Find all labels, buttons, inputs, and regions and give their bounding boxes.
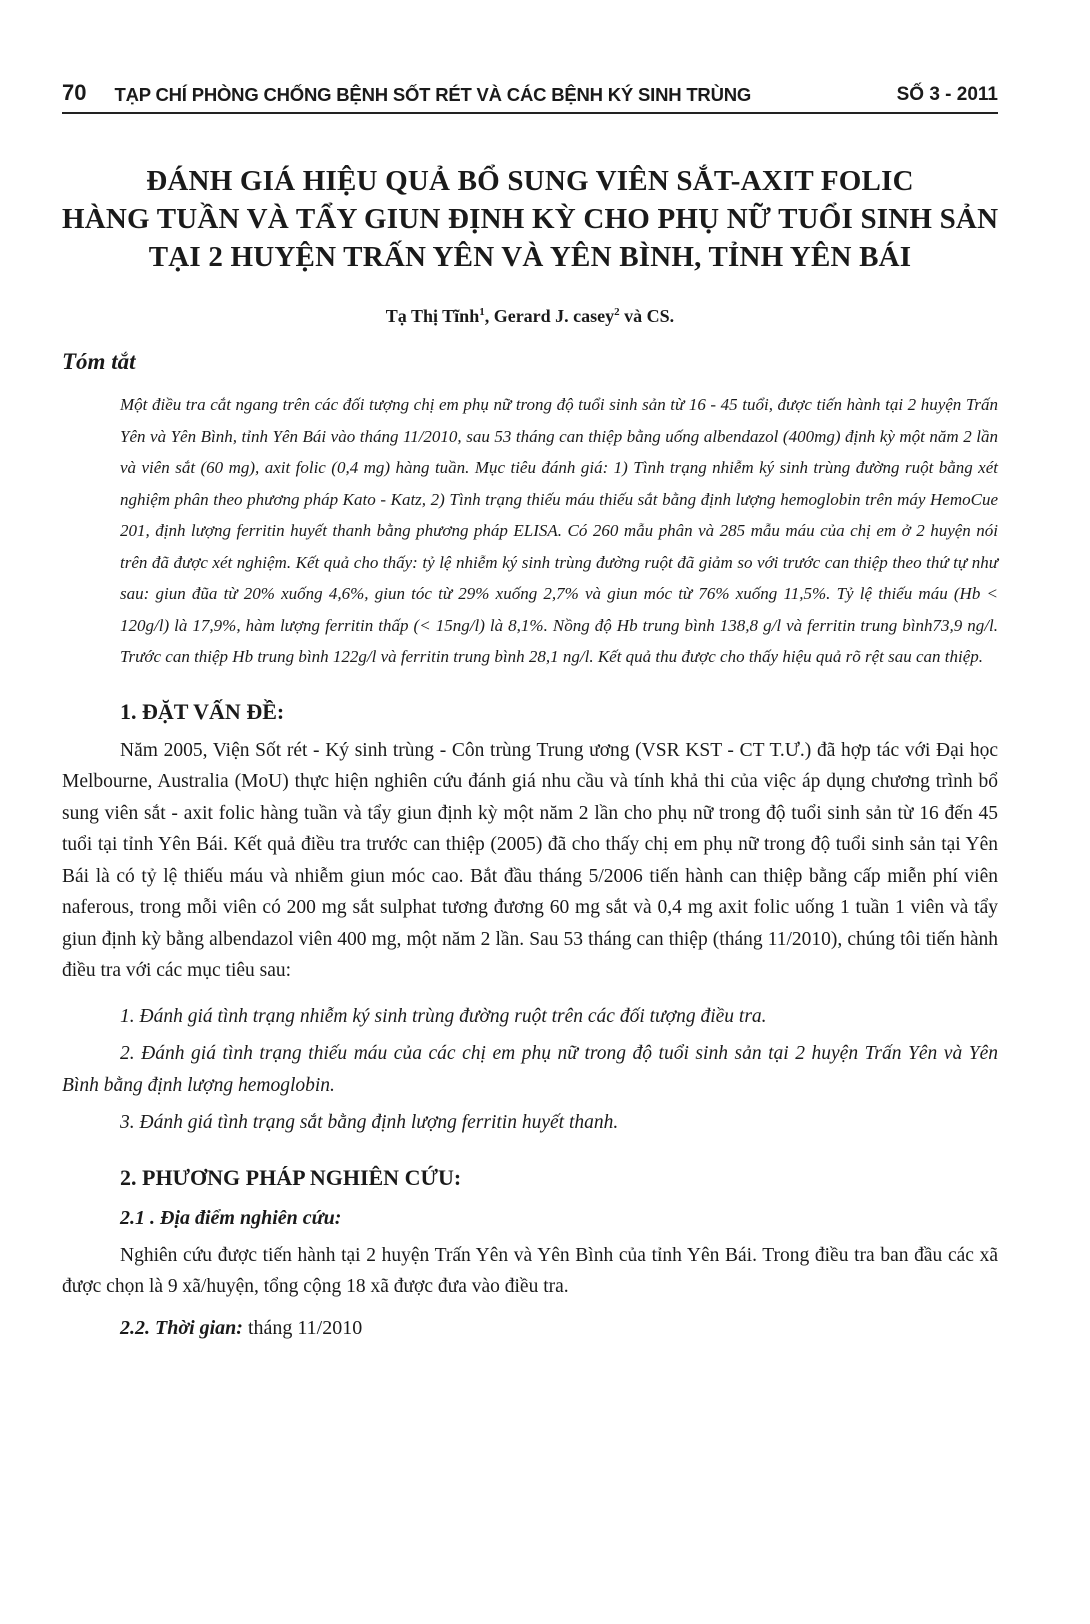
objectives-list <box>62 1001 998 1139</box>
section-1-heading: 1. ĐẶT VẤN ĐỀ: <box>120 698 285 724</box>
subsection-2-1-heading: 2.1 . Địa điểm nghiên cứu: <box>120 1206 342 1229</box>
author-1: Tạ Thị Tĩnh <box>385 306 480 326</box>
author-1-affiliation: 1 <box>479 306 485 318</box>
abstract-text: Một điều tra cắt ngang trên các đối tượng chị em phụ nữ trong độ tuổi sinh sản từ 16 - 45 tuổi, được tiến hành tại 2 huyện Trấn Yên và Yên Bình, tỉnh Yên Bái vào tháng 11/2010, sau 53 tháng can thiệp bằng uống albendazol (400mg) định kỳ một năm 2 lần và viên sắt (60 mg), axit folic (0,4 mg) hàng tuần. Mục tiêu đánh giá: 1) Tình trạng nhiễm ký sinh trùng đường ruột bằng xét nghiệm phân theo phương pháp Kato - Katz, 2) Tình trạng thiếu máu thiếu sắt bằng định lượng hemoglobin trên máy HemoCue 201, định lượng ferritin huyết thanh bằng phương pháp ELISA. Có 260 mẫu phân và 285 mẫu máu của chị em ở 2 huyện nói trên đã được xét nghiệm. Kết quả cho thấy: tỷ lệ nhiễm ký sinh trùng đường ruột đã giảm so với trước can thiệp theo thứ tự như sau: giun đũa từ 20% xuống 4,6%, giun tóc từ 29% xuống 2,7% và giun móc từ 76% xuống 11,5%. Tỷ lệ thiếu máu (Hb < 120g/l) là 17,9%, hàm lượng ferritin thấp (< 15ng/l) là 8,1%. Nồng độ Hb trung bình 138,8 g/l và ferritin trung bình73,9 ng/l. Trước can thiệp Hb trung bình 122g/l và ferritin trung bình 28,1 ng/l. Kết quả thu được cho thấy hiệu quả rõ rệt sau can thiệp. <box>120 395 998 666</box>
author-list <box>62 306 998 327</box>
section-2-heading: 2. PHƯƠNG PHÁP NGHIÊN CỨU: <box>120 1164 462 1190</box>
running-header <box>62 80 998 114</box>
objective-item: 3. Đánh giá tình trạng sắt bằng định lượng ferritin huyết thanh. <box>120 1112 619 1133</box>
title-line-1: ĐÁNH GIÁ HIỆU QUẢ BỔ SUNG VIÊN SẮT-AXIT FOLIC <box>146 165 914 197</box>
author-2: Gerard J. casey <box>493 306 615 326</box>
section-1-paragraph: Năm 2005, Viện Sốt rét - Ký sinh trùng - Côn trùng Trung ương (VSR KST - CT T.Ư.) đã hợp tác với Đại học Melbourne, Australia (MoU) thực hiện nghiên cứu đánh giá nhu cầu và tính khả thi của việc áp dụng chương trình bổ sung viên sắt - axit folic hàng tuần và tẩy giun định kỳ một năm 2 lần cho phụ nữ trong độ tuổi sinh sản từ 16 đến 45 tuổi tại tỉnh Yên Bái. Kết quả điều tra trước can thiệp (2005) đã cho thấy chị em phụ nữ trong độ tuổi sinh sản tại Yên Bái là có tỷ lệ thiếu máu và nhiễm giun móc cao. Bắt đầu tháng 5/2006 tiến hành can thiệp bằng cấp miễn phí viên naferous, trong mỗi viên có 200 mg sắt sulphat tương đương 60 mg sắt và 0,4 mg axit folic uống 1 tuần 1 viên và tẩy giun định kỳ bằng albendazol viên 400 mg, một năm 2 lần. Sau 53 tháng can thiệp (tháng 11/2010), chúng tôi tiến hành điều tra với các mục tiêu sau: <box>62 739 998 981</box>
subsection-2-2-value: tháng 11/2010 <box>242 1316 363 1339</box>
abstract-heading: Tóm tắt <box>62 349 136 374</box>
subsection-2-2-label: 2.2. Thời gian: <box>120 1316 243 1339</box>
author-2-affiliation: 2 <box>614 306 620 318</box>
title-line-2: HÀNG TUẦN VÀ TẨY GIUN ĐỊNH KỲ CHO PHỤ NỮ TUỔI SINH SẢN <box>62 203 999 235</box>
objective-item: 1. Đánh giá tình trạng nhiễm ký sinh trùng đường ruột trên các đối tượng điều tra. <box>120 1005 767 1027</box>
page-number: 70 <box>62 80 87 105</box>
title-line-3: TẠI 2 HUYỆN TRẤN YÊN VÀ YÊN BÌNH, TỈNH YÊN BÁI <box>148 241 912 273</box>
author-et-al: và CS. <box>619 306 675 326</box>
objective-item: 2. Đánh giá tình trạng thiếu máu của các chị em phụ nữ trong độ tuổi sinh sản tại 2 huyện Trấn Yên và Yên Bình bằng định lượng hemoglobin. <box>62 1043 998 1096</box>
journal-title: TẠP CHÍ PHÒNG CHỐNG BỆNH SỐT RÉT VÀ CÁC BỆNH KÝ SINH TRÙNG <box>114 84 752 105</box>
issue-number: SỐ 3 - 2011 <box>896 84 998 105</box>
author-separator: , <box>484 306 494 326</box>
article-title <box>62 162 998 276</box>
subsection-2-2 <box>120 1317 998 1340</box>
subsection-2-1-paragraph: Nghiên cứu được tiến hành tại 2 huyện Trấn Yên và Yên Bình của tỉnh Yên Bái. Trong điều tra ban đầu các xã được chọn là 9 xã/huyện, tổng cộng 18 xã được đưa vào điều tra. <box>62 1244 998 1297</box>
